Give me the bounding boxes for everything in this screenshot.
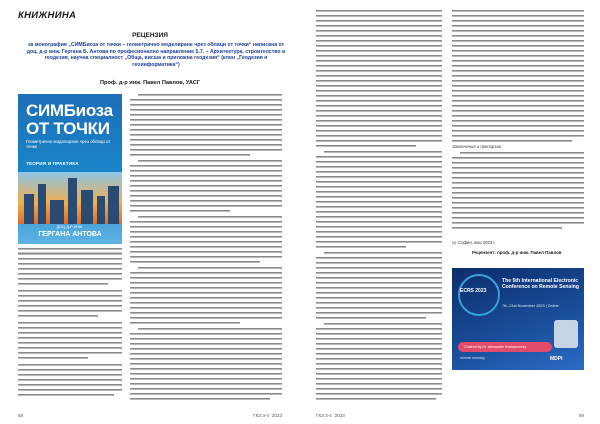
page-number-left: 58 [18,413,24,418]
conference-logo [458,274,500,316]
book-cover [18,94,122,244]
body-text-right-col2-b [452,152,584,238]
reviewer-signature: Рецензент: проф. д-р инж. Павел Павлов [472,250,562,255]
body-text-left-col2 [130,94,282,410]
body-text-right-col1 [316,10,442,410]
publisher-logo: MDPI [550,356,563,362]
cover-author-name: ГЕРГАНА АНТОВА [38,231,102,238]
cover-author-title: ДОЦ. Д-Р ИНЖ. [56,225,84,229]
journal-tag: remote sensing [460,356,485,360]
conclusion-heading: Заключение и препоръки [452,144,502,149]
cover-brand-line2: ОТ ТОЧКИ [26,119,110,138]
chair-photo [554,320,578,348]
cover-brand-line1: СИМБиоза [26,101,113,120]
conference-advert[interactable] [452,268,584,370]
conference-chair: Chaired by Dr. Alexander Kokhanovsky [458,342,552,352]
section-heading: КНИЖНИНА [18,10,77,21]
cover-brand [26,102,113,138]
date-line: гр. София, юни 2023 г. [452,240,496,245]
body-text-left-col1 [18,248,122,408]
cover-subtitle: Геометрично моделиране чрез облаци от точки [26,139,111,150]
conference-title: The 5th International Electronic Conference on Remote Sensing [502,278,579,291]
right-page [300,0,600,424]
conference-dates: 7th–21st November 2023 | Online [502,304,559,308]
journal-tag-right: ГКЗ 3-4 ´2023 [316,413,345,418]
page-number-right: 59 [578,413,584,418]
cover-strapline: ТЕОРИЯ И ПРАКТИКА [26,161,79,166]
review-subtitle: за монография „СИМБиоза от точки – геометрично моделиране чрез облаци от точки“ написана от доц. д-р инж. Гергана Б. Антова по професионално направление 5.7. – Архитектура, строителство и геодезия, научна специалност „Обща, висша и приложна геодезия“ (клон „Геодезия и геоинформатика“) [26,42,286,68]
cover-city-illustration [18,172,122,224]
conference-logo-text: ECRS 2023 [460,288,487,294]
review-title: РЕЦЕНЗИЯ [132,32,168,39]
journal-tag-left: ГКЗ 3-4 ´2023 [253,413,282,418]
reviewer-line: Проф. д-р инж. Павел Павлов, УАСГ [100,80,200,86]
